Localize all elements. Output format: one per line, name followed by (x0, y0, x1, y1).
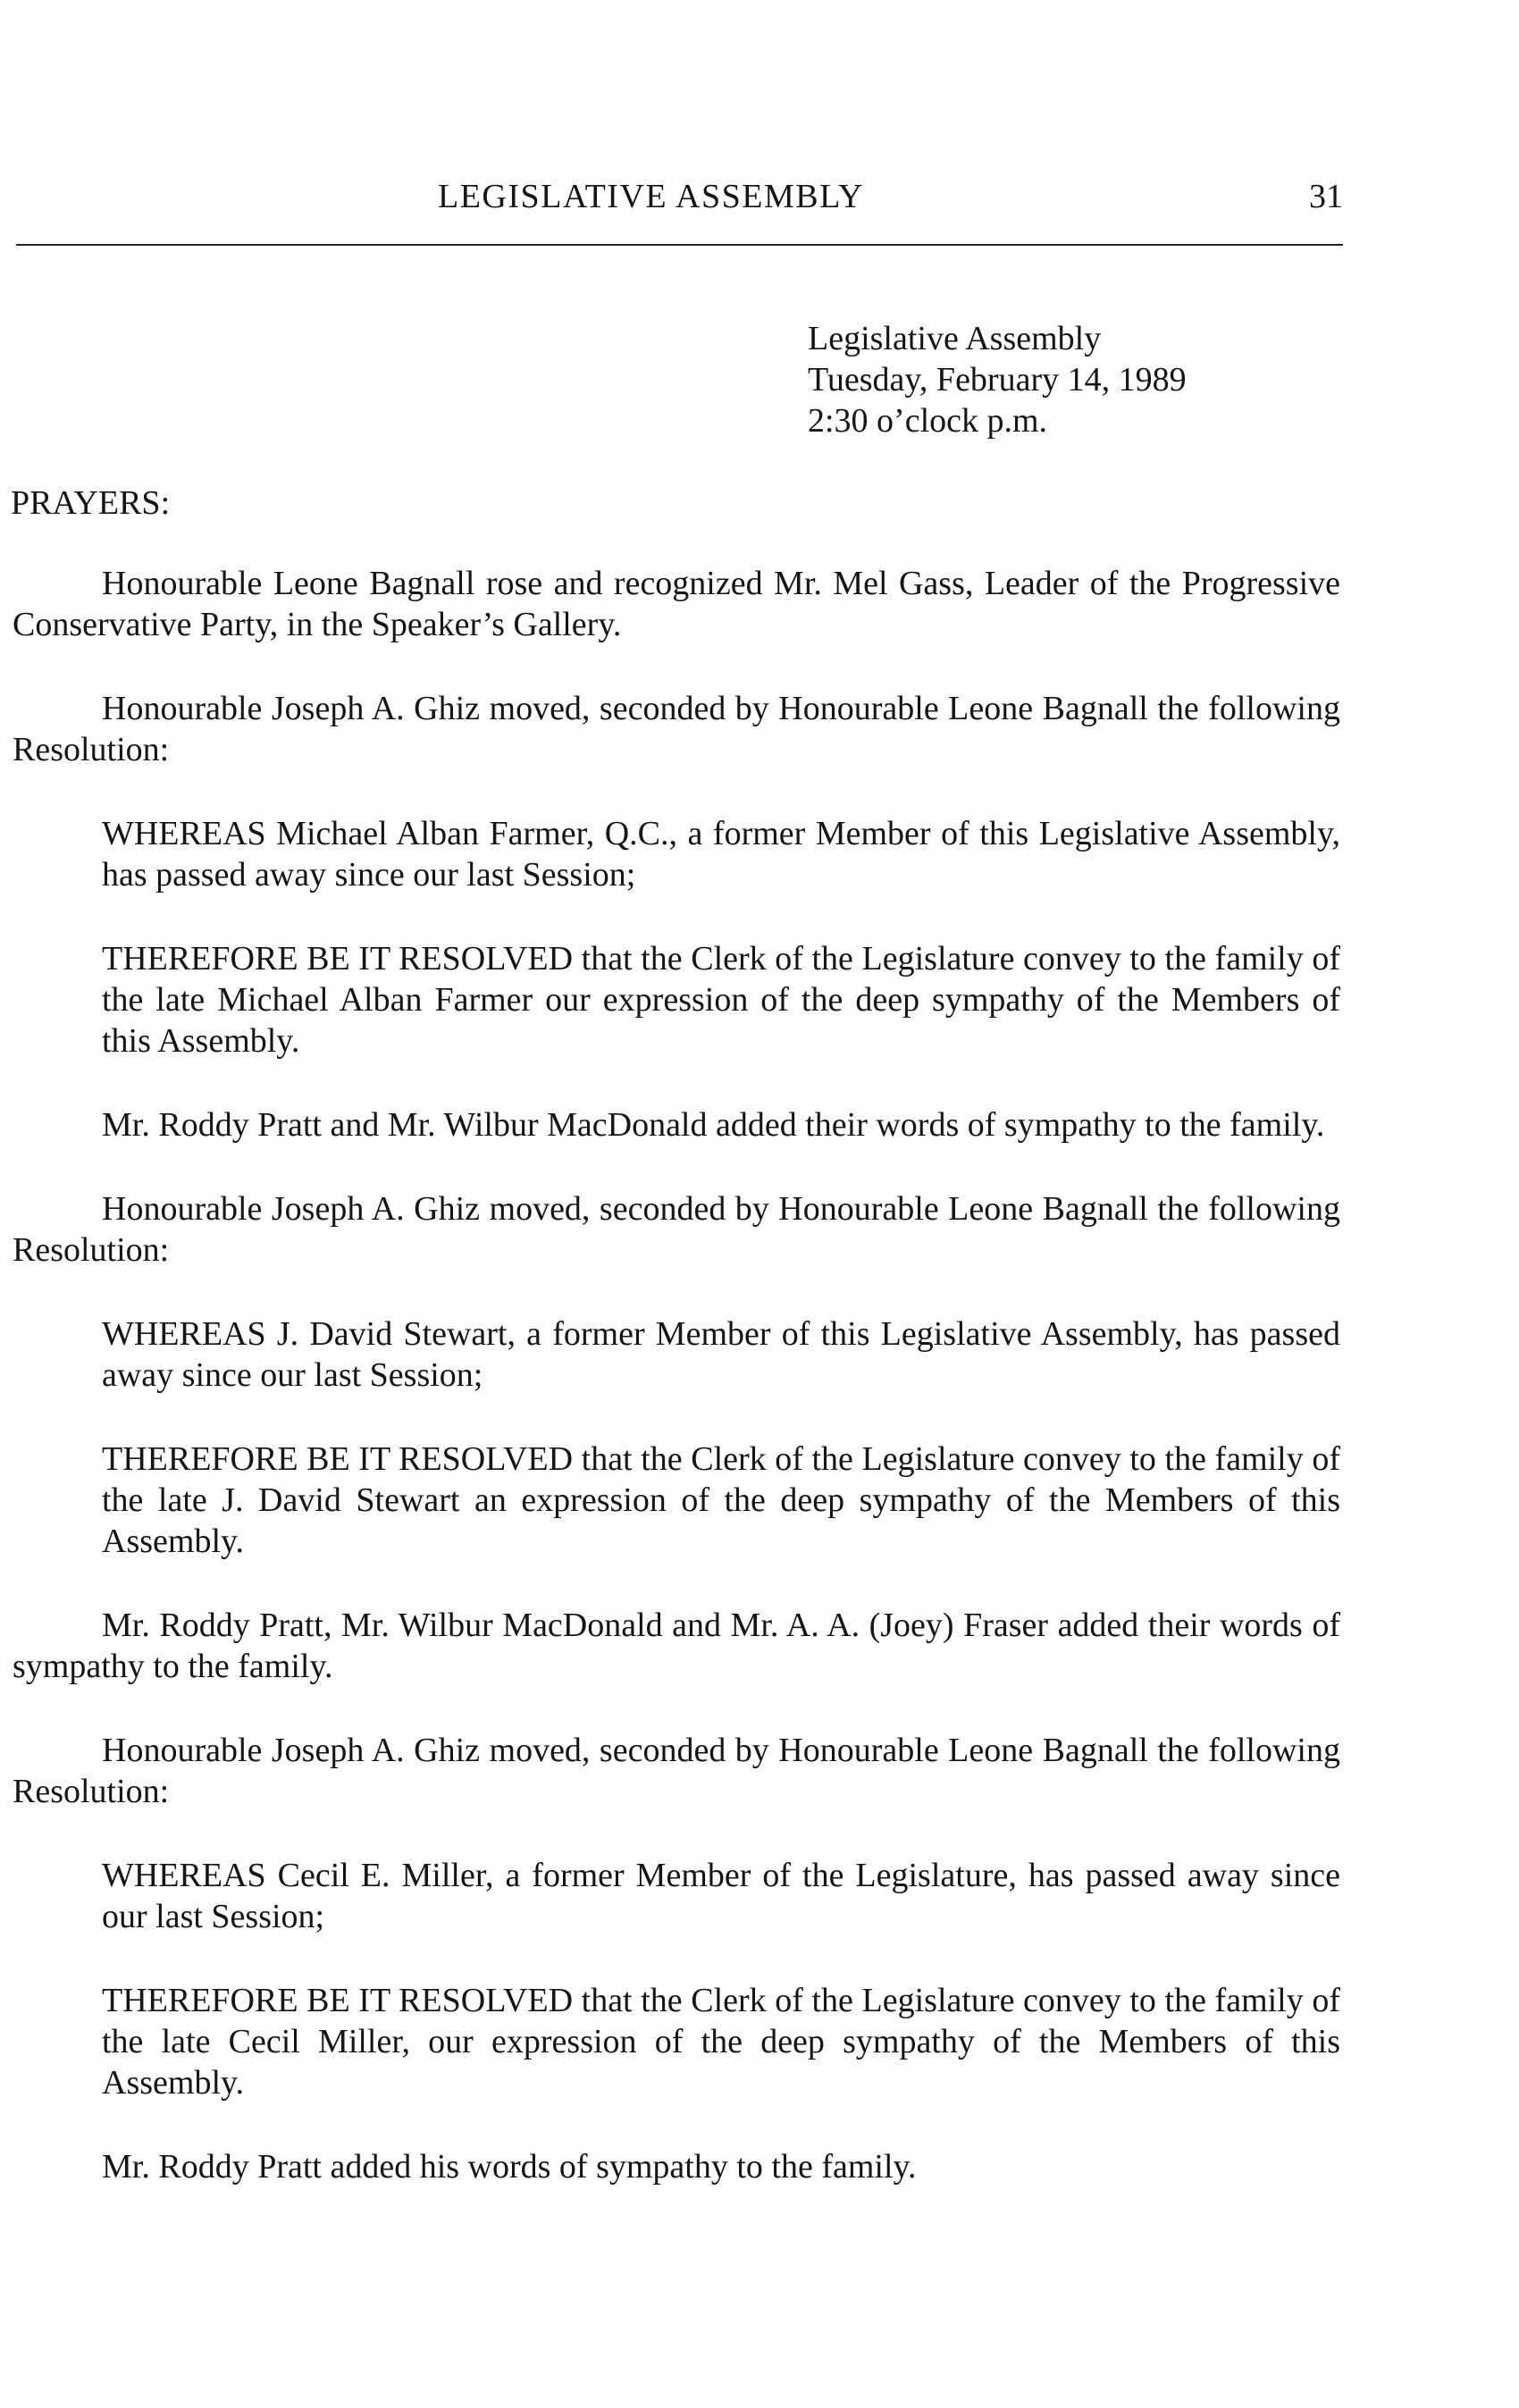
proceedings-body (13, 563, 1340, 2230)
paragraph-motion: Honourable Joseph A. Ghiz moved, seconded by Honourable Leone Bagnall the following Resolution: (13, 1190, 1340, 1269)
paragraph-recognition: Honourable Leone Bagnall rose and recognized Mr. Mel Gass, Leader of the Progressive Conservative Party, in the Speaker’s Gallery. (13, 565, 1340, 643)
sitting-dateline (808, 318, 1187, 441)
paragraph-whereas: WHEREAS Michael Alban Farmer, Q.C., a former Member of this Legislative Assembly, has passed away since our last Session; (102, 815, 1340, 894)
paragraph-resolved: THEREFORE BE IT RESOLVED that the Clerk of the Legislature convey to the family of the late J. David Stewart an expression of the deep sympathy of the Members of this Assembly. (102, 1440, 1340, 1560)
page-number: 31 (1309, 178, 1343, 215)
paragraph-sympathy: Mr. Roddy Pratt, Mr. Wilbur MacDonald and Mr. A. A. (Joey) Fraser added their words of sympathy to the family. (13, 1607, 1340, 1685)
paragraph-sympathy: Mr. Roddy Pratt and Mr. Wilbur MacDonald added their words of sympathy to the family. (102, 1106, 1325, 1144)
dateline-time: 2:30 o’clock p.m. (808, 402, 1048, 440)
paragraph-resolved: THEREFORE BE IT RESOLVED that the Clerk of the Legislature convey to the family of the late Michael Alban Farmer our expression of the deep sympathy of the Members of this Assembly. (102, 940, 1340, 1060)
paragraph-whereas: WHEREAS Cecil E. Miller, a former Member of the Legislature, has passed away since our last Session; (102, 1857, 1340, 1935)
paragraph-motion: Honourable Joseph A. Ghiz moved, seconded by Honourable Leone Bagnall the following Resolution: (13, 690, 1340, 768)
header-rule (16, 244, 1343, 246)
paragraph-motion: Honourable Joseph A. Ghiz moved, seconded by Honourable Leone Bagnall the following Resolution: (13, 1732, 1340, 1810)
paragraph-whereas: WHEREAS J. David Stewart, a former Member of this Legislative Assembly, has passed away since our last Session; (102, 1315, 1340, 1394)
dateline-assembly: Legislative Assembly (808, 320, 1102, 357)
paragraph-sympathy: Mr. Roddy Pratt added his words of sympathy to the family. (102, 2148, 917, 2186)
running-header-title: LEGISLATIVE ASSEMBLY (438, 178, 864, 215)
dateline-date: Tuesday, February 14, 1989 (808, 361, 1187, 399)
running-header (0, 170, 1519, 223)
prayers-heading: PRAYERS: (11, 484, 171, 522)
paragraph-resolved: THEREFORE BE IT RESOLVED that the Clerk of the Legislature convey to the family of the late Cecil Miller, our expression of the deep sympathy of the Members of this Assembly. (102, 1982, 1340, 2102)
